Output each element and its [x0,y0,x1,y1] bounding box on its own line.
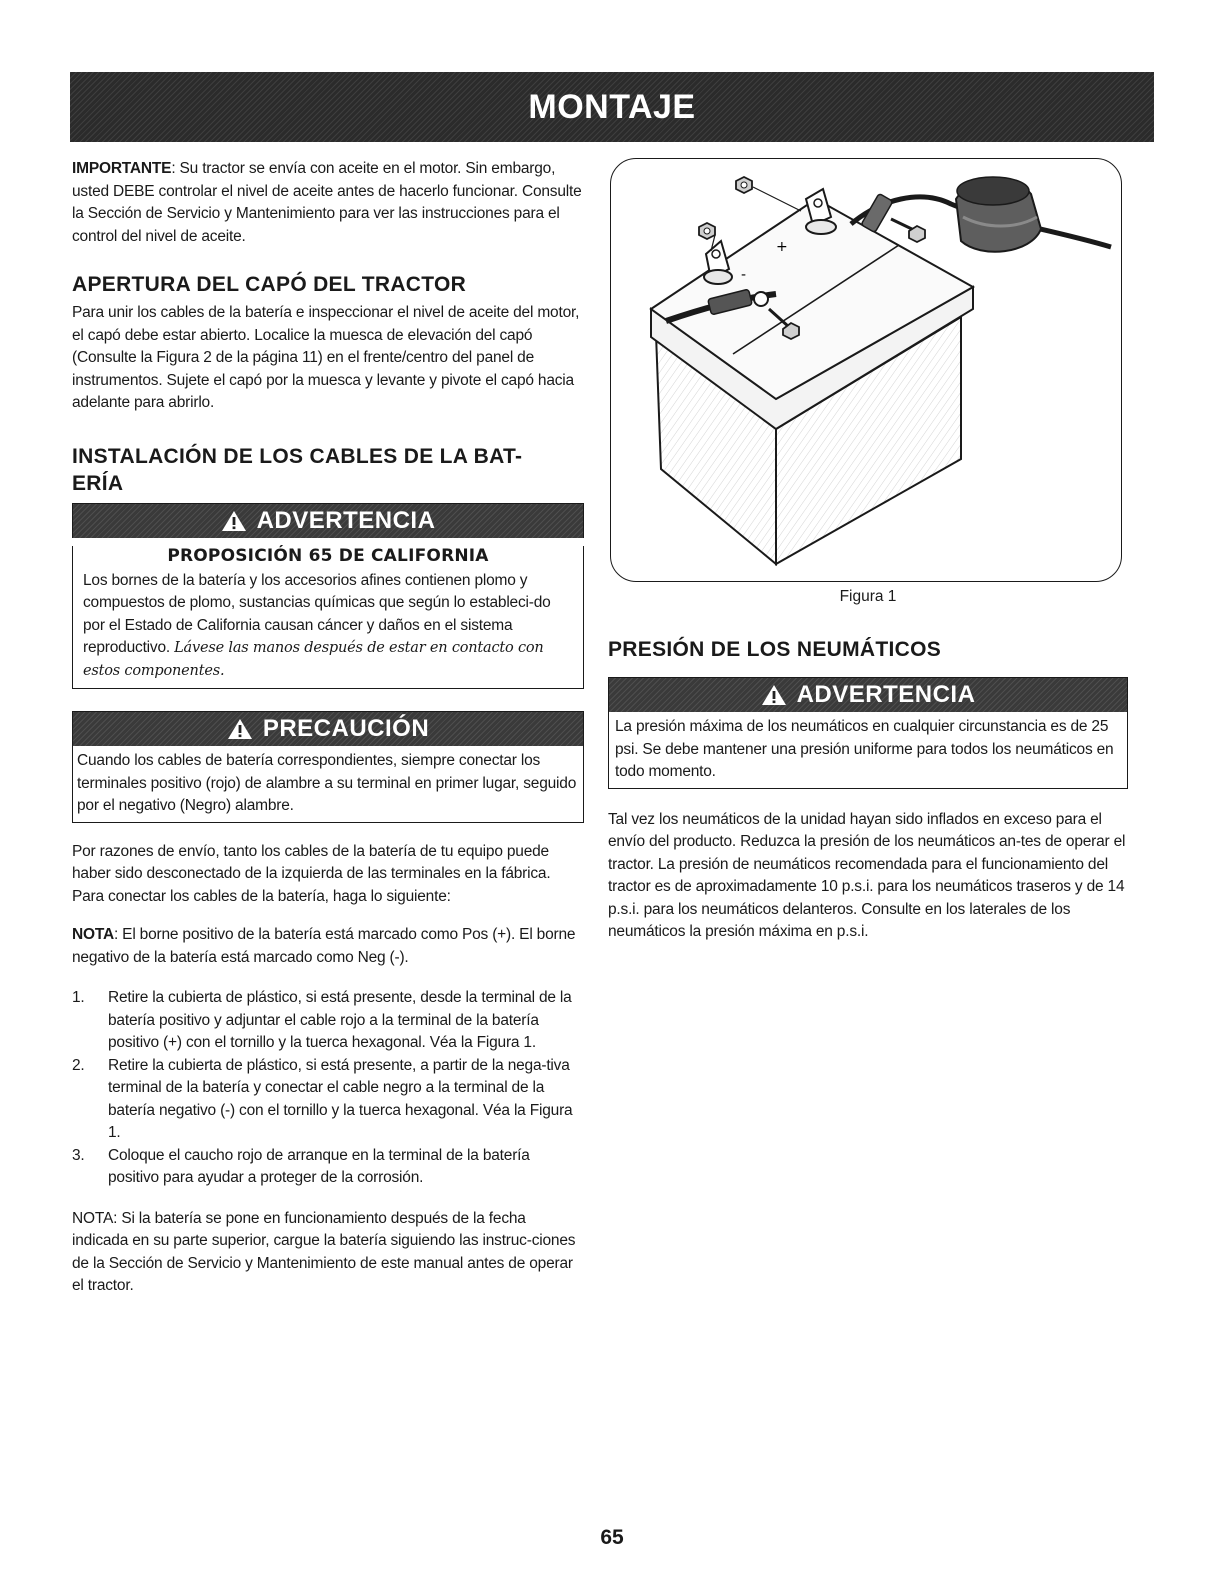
right-column [608,158,1128,944]
step-number: 1. [72,989,85,1006]
page-number: 65 [600,1526,624,1549]
step-text: Coloque el caucho rojo de arranque en la terminal de la batería positivo para ayudar a proteger de la corrosión. [108,1146,530,1186]
ring-terminal [754,292,768,306]
list-item [72,1145,584,1190]
caution-triangle-icon [227,718,253,740]
warning-tire-bar [608,677,1128,712]
important-note [72,158,584,248]
nota-label: NOTA [72,926,114,943]
minus-mark: - [741,267,747,283]
leader-line [753,187,801,211]
nota-terminals-text: : El borne positivo de la batería está marcado como Pos (+). El borne negativo de la batería está marcado como Neg (-). [72,926,576,966]
nota-terminals [72,924,584,969]
warning-prop65-body [72,546,584,690]
negative-terminal [704,241,732,284]
figure-1-frame [610,158,1122,582]
tire-pressure-paragraph: Tal vez los neumáticos de la unidad hayan sido inflados en exceso para el envío del producto. Reduzca la presión de los neumáticos an-tes de operar el tractor. La presión de neumáticos recomendada para el funcionamiento del tractor es de aproximadamente 10 p.s.i. para los neumáticos traseros y de 14 p.s.i. para los neumáticos delanteros. Consulte en los laterales de los neumáticos la presión máxima en p.s.i. [608,810,1126,940]
warning-triangle-icon [761,684,787,706]
section-banner [70,72,1154,142]
bolt-icon [891,219,925,242]
section-title: MONTAJE [528,87,696,126]
warning-tire-pressure [608,677,1128,789]
caution-box [72,711,584,823]
warning-tire-text: La presión máxima de los neumáticos en cualquier circunstancia es de 25 psi. Se debe mantener una presión uniforme para todos los neumáticos en todo momento. [615,718,1114,780]
rubber-boot-icon [956,177,1041,252]
prop65-text-main: Los bornes de la batería y los accesorios afines contienen plomo y compuestos de plomo, sustancias químicas que según lo estableci-do por el Estado de California causan cáncer y daños en el sistema reproductivo. [83,571,551,656]
caution-bar [72,711,584,746]
hex-nut-icon [736,177,752,193]
important-text: : Su tractor se envía con aceite en el motor. Sin embargo, usted DEBE controlar el nivel de aceite antes de hacerlo funcionar. Consulte la Sección de Servicio y Mantenimiento para ver las instrucciones para el control del nivel de aceite. [72,160,582,245]
prop65-text-italic: Lávese las manos después de estar en contacto con estos componentes. [83,640,544,679]
figure-1-caption: Figura 1 [839,588,897,605]
prop65-subtitle: PROPOSICIÓN 65 DE CALIFORNIA [167,545,489,566]
warning-triangle-icon [221,510,247,532]
caution-body [72,746,584,823]
warning-prop65-label: ADVERTENCIA [256,506,436,534]
warning-tire-body [608,712,1128,789]
list-item [72,1055,584,1145]
heading-battery-cables [72,443,584,497]
caution-text: Cuando los cables de batería correspondientes, siempre conectar los terminales positivo (rojo) de alambre a su terminal en primer lugar, seguido por el negativo (Negro) alambre. [77,752,577,814]
step-number: 3. [72,1146,85,1164]
hex-nut-icon [699,223,715,239]
step-text: Retire la cubierta de plástico, si está presente, desde la terminal de la batería positivo y adjuntar el cable rojo a la terminal de la batería positivo (+) con el tornillo y la tuerca hexagonal. Véa la Figura 1. [108,989,572,1051]
shipping-paragraph: Por razones de envío, tanto los cables de la batería de tu equipo puede haber sido desconectado de la izquierda de las terminales en la fábrica. Para conectar los cables de la batería, haga lo siguiente: [72,842,551,905]
hood-opening-paragraph: Para unir los cables de la batería e inspeccionar el nivel de aceite del motor, el capó debe estar abierto. Localice la muesca de elevación del capó (Consulte la Figura 2 de la página 11) en el frente/centro del panel de instrumentos. Sujete el capó por la muesca y levante y pivote el capó hacia adelante para abrirlo. [72,304,580,411]
important-label: IMPORTANTE [72,160,172,177]
caution-label: PRECAUCIÓN [262,715,430,742]
heading-tire-pressure: PRESIÓN DE LOS NEUMÁTICOS [608,638,942,661]
heading-battery-cables-line1: INSTALACIÓN DE LOS CABLES DE LA BAT- [72,444,523,468]
heading-battery-cables-line2: ERÍA [72,471,124,495]
left-column [72,158,584,1298]
prop65-text [73,570,583,689]
step-text: Retire la cubierta de plástico, si está presente, a partir de la nega-tiva terminal de la batería y conectar el cable negro a la terminal de la batería negativo (-) con el tornillo y la tuerca hexagonal. Véa la Figura 1. [108,1056,573,1141]
battery-illustration [611,159,1121,581]
nota-charging: NOTA: Si la batería se pone en funcionamiento después de la fecha indicada en su parte superior, cargue la batería siguiendo las instruc-ciones de la Sección de Servicio y Mantenimiento de este manual antes de operar el tractor. [72,1209,576,1294]
steps-list [72,987,584,1190]
list-item [72,987,584,1055]
heading-hood-opening: APERTURA DEL CAPÓ DEL TRACTOR [72,273,467,296]
warning-prop65 [72,503,584,690]
warning-prop65-bar [72,503,584,538]
warning-tire-label: ADVERTENCIA [796,681,976,708]
step-number: 2. [72,1056,85,1074]
plus-mark: + [776,239,788,255]
